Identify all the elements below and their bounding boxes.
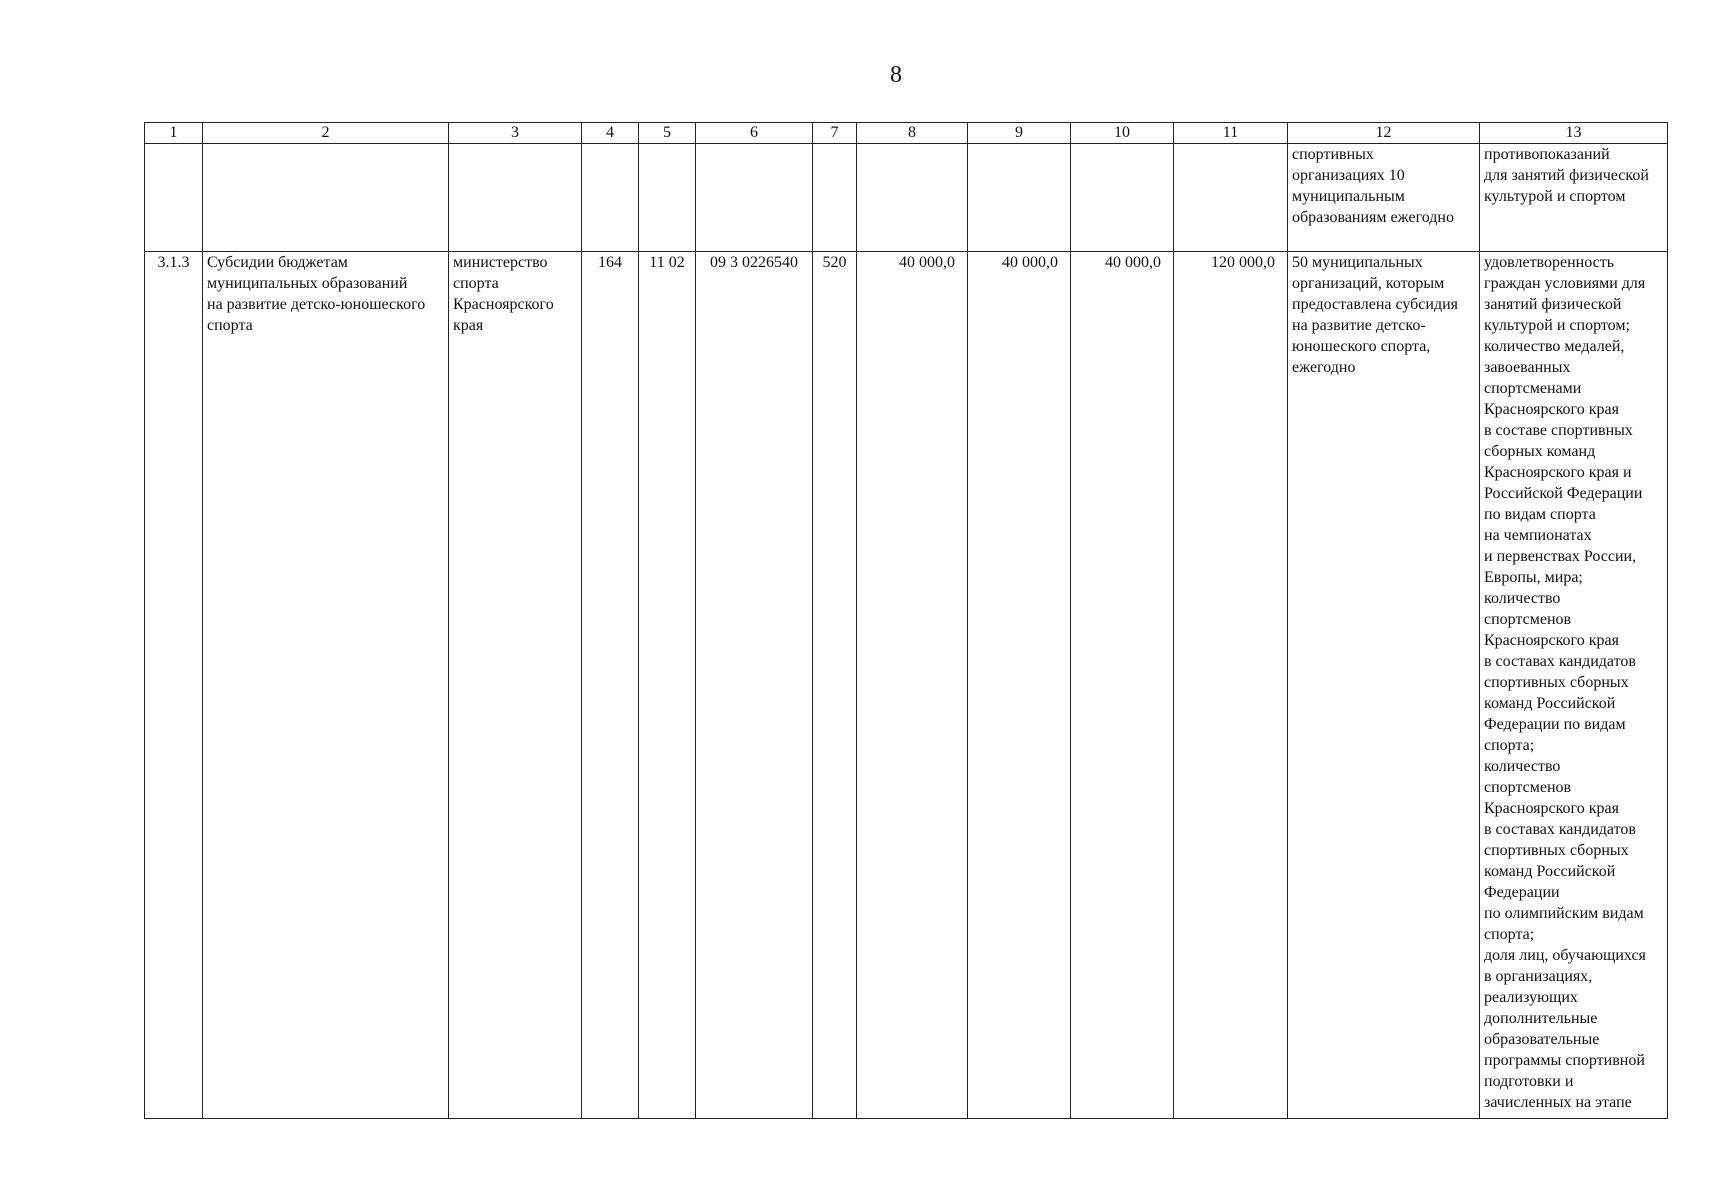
- table-cell: [449, 144, 582, 252]
- table-cell: [1174, 144, 1288, 252]
- column-header: 7: [813, 123, 857, 144]
- grbs-cell: 164: [582, 252, 639, 1119]
- column-header: 8: [857, 123, 968, 144]
- column-header: 2: [203, 123, 449, 144]
- page-number: 8: [890, 62, 902, 88]
- table-cell: [968, 144, 1071, 252]
- item-code-cell: 3.1.3: [145, 252, 203, 1119]
- rzpr-cell: 11 02: [639, 252, 696, 1119]
- column-header: 6: [696, 123, 813, 144]
- column-header: 10: [1071, 123, 1174, 144]
- table-cell: [1071, 144, 1174, 252]
- expected-result-cell: спортивных организациях 10 муниципальным образованиям ежегодно: [1288, 144, 1480, 252]
- continuation-row: [145, 144, 1668, 252]
- indicators-cell: удовлетворенность граждан условиями для занятий физической культурой и спортом; количество медалей, завоеванных спортсменами Красноярского края в составе спортивных сборных команд Красноярского края и Российской Федерации по видам спорта на чемпионатах и первенствах России, Европы, мира; количество спортсменов Красноярского края в составах кандидатов спортивных сборных команд Российской Федерации по видам спорта; количество спортсменов Красноярского края в составах кандидатов спортивных сборных команд Российской Федерации по олимпийским видам спорта; доля лиц, обучающихся в организациях, реализующих дополнительные образовательные программы спортивной подготовки и зачисленных на этапе: [1480, 252, 1668, 1119]
- indicators-cell: противопоказаний для занятий физической культурой и спортом: [1480, 144, 1668, 252]
- executor-cell: министерство спорта Красноярского края: [449, 252, 582, 1119]
- column-number-row: [145, 123, 1668, 144]
- column-header: 4: [582, 123, 639, 144]
- year1-amount-cell: 40 000,0: [857, 252, 968, 1119]
- column-header: 5: [639, 123, 696, 144]
- column-header: 1: [145, 123, 203, 144]
- item-name-cell: Субсидии бюджетам муниципальных образований на развитие детско-юношеского спорта: [203, 252, 449, 1119]
- year3-amount-cell: 40 000,0: [1071, 252, 1174, 1119]
- column-header: 9: [968, 123, 1071, 144]
- table-row: [145, 252, 1668, 1119]
- column-header: 13: [1480, 123, 1668, 144]
- table-cell: [857, 144, 968, 252]
- table-cell: [696, 144, 813, 252]
- budget-table: [144, 122, 1668, 1119]
- table-cell: [582, 144, 639, 252]
- csr-cell: 09 3 0226540: [696, 252, 813, 1119]
- column-header: 11: [1174, 123, 1288, 144]
- total-amount-cell: 120 000,0: [1174, 252, 1288, 1119]
- vr-cell: 520: [813, 252, 857, 1119]
- year2-amount-cell: 40 000,0: [968, 252, 1071, 1119]
- table-cell: [145, 144, 203, 252]
- expected-result-cell: 50 муниципальных организаций, которым предоставлена субсидия на развитие детско- юношеского спорта, ежегодно: [1288, 252, 1480, 1119]
- table-cell: [203, 144, 449, 252]
- column-header: 3: [449, 123, 582, 144]
- table-cell: [639, 144, 696, 252]
- column-header: 12: [1288, 123, 1480, 144]
- table-cell: [813, 144, 857, 252]
